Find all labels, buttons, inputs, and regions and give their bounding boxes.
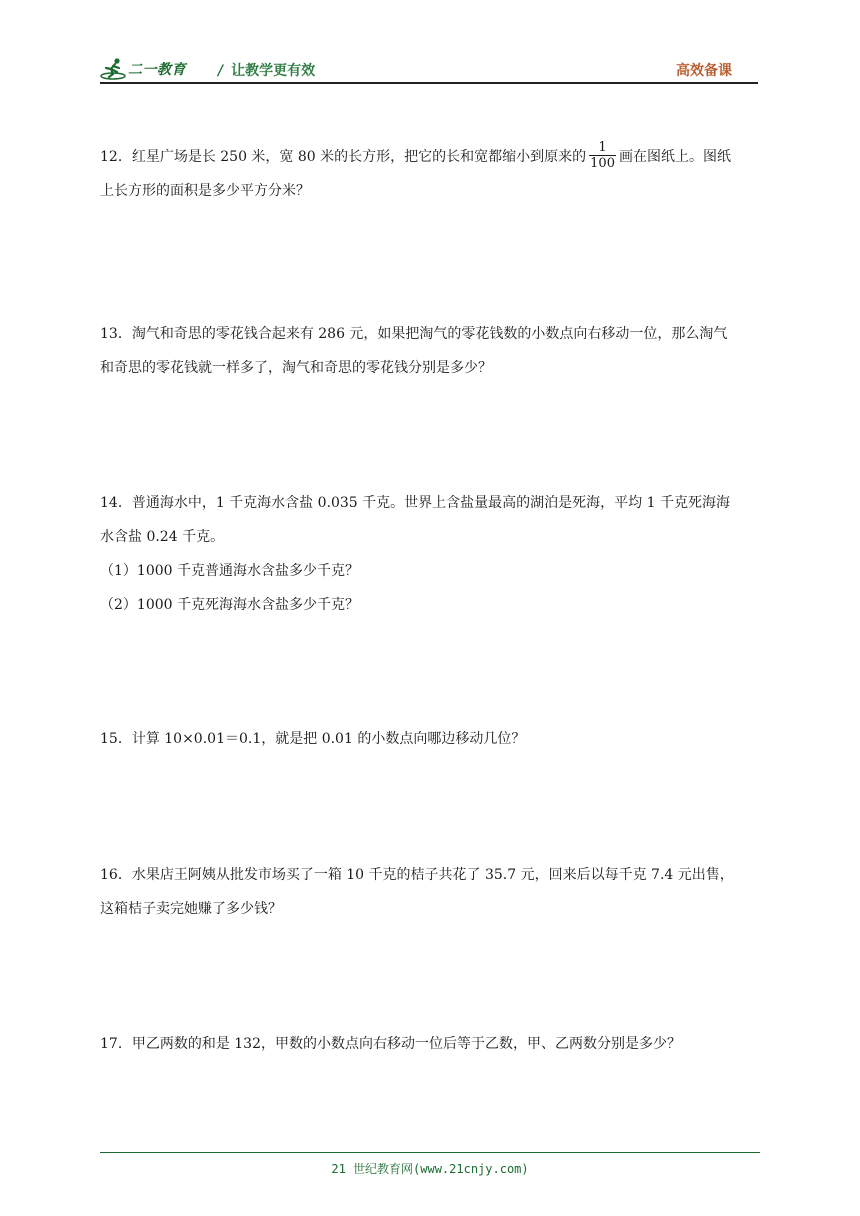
question-15 — [100, 722, 760, 756]
question-text: 画在图纸上。图纸 — [618, 149, 731, 165]
page-header — [100, 56, 758, 84]
logo-text: 二一教育 — [128, 62, 186, 78]
question-line: 14．普通海水中，1 千克海水含盐 0.035 千克。世界上含盐量最高的湖泊是死海，平均 1 千克死海海 — [100, 495, 730, 511]
fraction-denominator: 100 — [590, 155, 615, 171]
question-line: 15．计算 10×0.01＝0.1，就是把 0.01 的小数点向哪边移动几位？ — [100, 731, 526, 747]
question-line — [100, 140, 760, 174]
question-line: 16．水果店王阿姨从批发市场买了一箱 10 千克的桔子共花了 35.7 元，回来后以每千克 7.4 元出售， — [100, 867, 734, 883]
question-12 — [100, 140, 760, 208]
question-line: 13．淘气和奇思的零花钱合起来有 286 元，如果把淘气的零花钱数的小数点向右移动一位，那么淘气 — [100, 326, 728, 342]
header-tagline: 高效备课 — [676, 63, 732, 79]
question-16 — [100, 858, 760, 926]
footer-divider — [100, 1152, 760, 1153]
running-figure-icon — [100, 57, 126, 81]
question-14 — [100, 486, 760, 622]
slogan-separator: / — [218, 63, 224, 79]
question-17 — [100, 1027, 760, 1061]
fraction-numerator: 1 — [589, 140, 616, 156]
question-13 — [100, 317, 760, 385]
sub-question-1: （1）1000 千克普通海水含盐多少千克？ — [100, 563, 359, 579]
question-line: 和奇思的零花钱就一样多了，淘气和奇思的零花钱分别是多少？ — [100, 360, 492, 376]
logo — [100, 56, 186, 82]
fraction — [589, 140, 616, 171]
footer-source: 21 世纪教育网(www.21cnjy.com) — [331, 1162, 529, 1176]
question-line: 水含盐 0.24 千克。 — [100, 529, 225, 545]
question-line: 这箱桔子卖完她赚了多少钱？ — [100, 901, 282, 917]
slogan-text: 让教学更有效 — [231, 63, 316, 79]
question-line: 上长方形的面积是多少平方分米？ — [100, 183, 310, 199]
header-divider — [100, 82, 758, 84]
header-slogan — [218, 60, 315, 80]
question-line: 17．甲乙两数的和是 132，甲数的小数点向右移动一位后等于乙数，甲、乙两数分别是多少？ — [100, 1036, 681, 1052]
sub-question-2: （2）1000 千克死海海水含盐多少千克？ — [100, 597, 359, 613]
question-text: 12．红星广场是长 250 米，宽 80 米的长方形，把它的长和宽都缩小到原来的 — [100, 149, 587, 165]
